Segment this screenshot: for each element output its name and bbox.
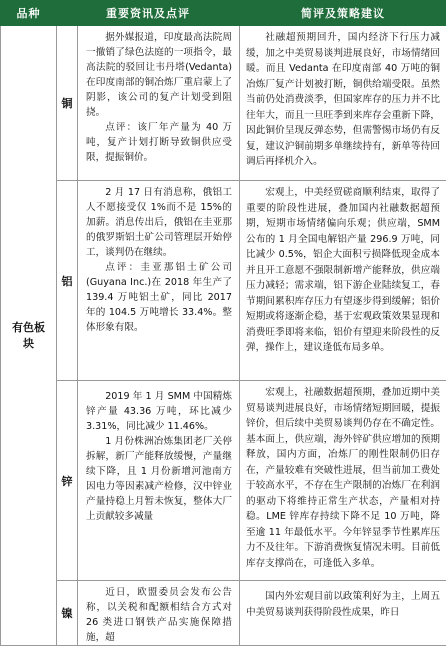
news-paragraph: 近日，欧盟委员会发布公告称，以关税和配额相结合方式对 26 类进口钢铁产品实施保障措施，超 [86, 585, 232, 645]
metal-label-zinc: 锌 [57, 381, 78, 581]
news-paragraph: 据外媒报道，印度最高法院周一撤销了绿色法庭的一项指令，最高法院的驳回让韦丹塔(Vedanta)在印度南部的铜冶炼厂重启蒙上了阴影，该公司的复产计划受到阻挠。 [86, 30, 232, 120]
header-comment: 简评及策略建议 [240, 1, 446, 26]
metal-label-copper: 铜 [57, 26, 78, 181]
table-row-copper [1, 26, 446, 181]
category-cell: 有色板块 [1, 26, 57, 646]
metal-label-nickel: 镍 [57, 581, 78, 646]
comment-paragraph: 社融超预期回升，国内经济下行压力减缓，加之中美贸易谈判进展良好，市场情绪回暖。而且 Vedanta 在印度南部 40 万吨的铜冶炼厂复产计划被打断，铜供给端受限。虽然当前仍处消费淡季，但国家库存的压力并不比往年大，而且一旦旺季到来库存会重新下降，因此铜价呈现反弹态势，但需警惕市场仍有反复，建议沪铜前期多单继续持有，新单等待回调后再择机介入。 [246, 30, 440, 170]
news-cell-copper [78, 26, 240, 181]
news-comment-paragraph: 点评：圭亚那铝土矿公司(Guyana Inc.)在 2018 年生产了 139.4 万吨铝土矿，同比 2017 年的 104.5 万吨增长 33.4%。整体形象有限。 [86, 260, 232, 335]
news-paragraph: 2019 年 1 月 SMM 中国精炼锌产量 43.36 万吨，环比减少 3.31%，同比减少 11.46%。 [86, 389, 232, 434]
table-header-row [1, 1, 446, 26]
table-row-zinc [1, 381, 446, 581]
comment-cell-zinc [240, 381, 446, 581]
news-cell-nickel [78, 581, 240, 646]
comment-paragraph: 国内外宏观目前以政策利好为主，上周五中美贸易谈判获得阶段性成果，昨日 [246, 589, 440, 620]
news-cell-aluminum [78, 181, 240, 381]
comment-cell-copper [240, 26, 446, 181]
header-category: 品种 [1, 1, 57, 26]
news-comment-paragraph: 点评：该厂年产量为 40 万吨，复产计划打断导致铜供应受限，提振铜价。 [86, 120, 232, 165]
news-cell-zinc [78, 381, 240, 581]
news-paragraph: 2 月 17 日有消息称，俄铝工人不愿接受仅 1%而不是 15%的加薪。消息传出后，俄铝在圭亚那的俄罗斯铝土矿公司管理层开始停工，谈判仍在继续。 [86, 185, 232, 260]
table-row-nickel [1, 581, 446, 646]
header-news: 重要资讯及点评 [57, 1, 240, 26]
news-paragraph: 1 月份株洲冶炼集团老厂关停拆解，新厂产能释放缓慢，产量继续下降，且 1 月份新增河池南方因电力等因素减产检修，汉中锌业产量持稳上月暂未恢复，整体大厂上贡献较多减量 [86, 434, 232, 524]
comment-paragraph: 宏观上，中美经贸磋商顺利结束，取得了重要的阶段性进展，叠加国内社融数据超预期，短期市场情绪偏向乐观；供应端，SMM 公布的 1 月全国电解铝产量 296.9 万吨，同比减少 0.5%，铝企大面积亏损降低现金成本并且开工意愿不强限制新增产能释放，供应端压力减轻；需求端，铝下游企业陆续复工，春节期间累积库存压力有望逐步得到缓解；铝价短期或将逐渐企稳，基于宏观政策效果显现和消费旺季即将来临，铝价有望迎来阶段性的反弹，操作上，建议逢低布局多单。 [246, 185, 440, 356]
comment-cell-nickel [240, 581, 446, 646]
comment-paragraph: 宏观上，社融数据超预期，叠加近期中美贸易谈判进展良好，市场情绪短期回暖，提振锌价，但后续中美贸易谈判仍存在不确定性。基本面上，供应端，海外锌矿供应增加的预期释放，国内方面，冶炼厂的刚性限制仍旧存在，产量较难有突破性进展，但当前加工费处于较高水平，不存在生产限制的冶炼厂在利润的驱动下将维持正常生产状态，产量相对持稳。LME 锌库存持续下降不足 10 万吨，降至逾 11 年最低水平。今年锌显季节性累库压力不及往年。下游消费恢复情况未明。目前低库存支撑尚在，可逢低入多单。 [246, 385, 440, 571]
table-row-aluminum [1, 181, 446, 381]
metal-label-aluminum: 铝 [57, 181, 78, 381]
comment-cell-aluminum [240, 181, 446, 381]
